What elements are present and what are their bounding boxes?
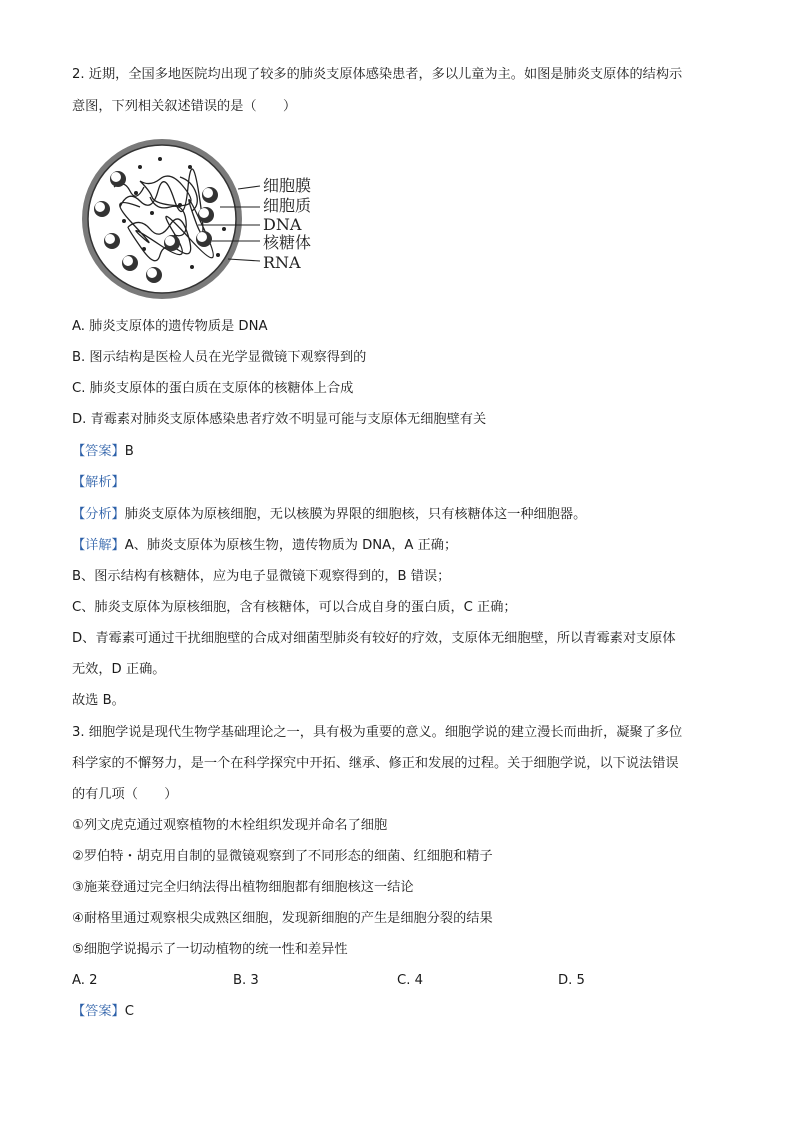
label-cell-membrane: 细胞膜 bbox=[263, 176, 312, 195]
q2-answer bbox=[72, 443, 134, 461]
q2-line-d2: 无效，D 正确。 bbox=[72, 662, 166, 677]
q2-line-c: C、肺炎支原体为原核细胞，含有核糖体，可以合成自身的蛋白质，C 正确； bbox=[72, 600, 517, 615]
answer-value: C bbox=[124, 1004, 134, 1019]
cytoplasm-area bbox=[88, 145, 236, 293]
q3-option-d: D. 5 bbox=[558, 973, 585, 988]
q3-statement-3: ③施莱登通过完全归纳法得出植物细胞都有细胞核这一结论 bbox=[72, 880, 414, 895]
q2-option-d: D. 青霉素对肺炎支原体感染患者疗效不明显可能与支原体无细胞壁有关 bbox=[72, 412, 487, 427]
q3-answer bbox=[72, 1003, 134, 1021]
q2-line-d1: D、青霉素可通过干扰细胞壁的合成对细菌型肺炎有较好的疗效，支原体无细胞壁，所以青霉素对支原体 bbox=[72, 631, 676, 646]
q3-statement-4: ④耐格里通过观察根尖成熟区细胞，发现新细胞的产生是细胞分裂的结果 bbox=[72, 911, 493, 926]
q3-statement-2: ②罗伯特・胡克用自制的显微镜观察到了不同形态的细菌、红细胞和精子 bbox=[72, 849, 493, 864]
q2-stem-line1: 2. 近期，全国多地医院均出现了较多的肺炎支原体感染患者，多以儿童为主。如图是肺炎支原体的结构示 bbox=[72, 67, 683, 82]
mycoplasma-structure-diagram bbox=[80, 137, 340, 305]
q2-option-b: B. 图示结构是医检人员在光学显微镜下观察得到的 bbox=[72, 350, 367, 365]
label-dna: DNA bbox=[263, 215, 302, 234]
q3-options bbox=[72, 972, 722, 990]
q3-stem-line3: 的有几项（ ） bbox=[72, 787, 178, 802]
q3-statement-1: ①列文虎克通过观察植物的木栓组织发现并命名了细胞 bbox=[72, 818, 388, 833]
q2-fenxi bbox=[72, 506, 586, 524]
q3-option-c: C. 4 bbox=[397, 973, 423, 988]
label-ribosome: 核糖体 bbox=[263, 233, 312, 252]
label-rna: RNA bbox=[263, 253, 301, 272]
q3-stem-line2: 科学家的不懈努力，是一个在科学探究中开拓、继承、修正和发展的过程。关于细胞学说，以下说法错误 bbox=[72, 756, 679, 771]
q2-conclusion: 故选 B。 bbox=[72, 693, 125, 708]
q3-option-a: A. 2 bbox=[72, 973, 98, 988]
answer-value: B bbox=[124, 444, 134, 459]
q2-xiangjie bbox=[72, 537, 457, 555]
q2-analysis-tag: 【解析】 bbox=[72, 475, 125, 490]
fenxi-tag: 【分析】 bbox=[72, 507, 125, 522]
q2-line-b: B、图示结构有核糖体，应为电子显微镜下观察得到的，B 错误； bbox=[72, 569, 451, 584]
q3-option-b: B. 3 bbox=[233, 973, 259, 988]
q3-statement-5: ⑤细胞学说揭示了一切动植物的统一性和差异性 bbox=[72, 942, 348, 957]
q2-option-a: A. 肺炎支原体的遗传物质是 DNA bbox=[72, 319, 268, 334]
xiangjie-a: A、肺炎支原体为原核生物，遗传物质为 DNA，A 正确； bbox=[124, 538, 458, 553]
answer-tag: 【答案】 bbox=[72, 444, 125, 459]
q2-stem-line2: 意图，下列相关叙述错误的是（ ） bbox=[72, 99, 297, 114]
fenxi-text: 肺炎支原体为原核细胞，无以核膜为界限的细胞核，只有核糖体这一种细胞器。 bbox=[124, 507, 587, 522]
xiangjie-tag: 【详解】 bbox=[72, 538, 125, 553]
label-cytoplasm: 细胞质 bbox=[263, 196, 312, 215]
answer-tag: 【答案】 bbox=[72, 1004, 125, 1019]
q2-option-c: C. 肺炎支原体的蛋白质在支原体的核糖体上合成 bbox=[72, 381, 354, 396]
q3-stem-line1: 3. 细胞学说是现代生物学基础理论之一，具有极为重要的意义。细胞学说的建立漫长而曲折，凝聚了多位 bbox=[72, 725, 683, 740]
